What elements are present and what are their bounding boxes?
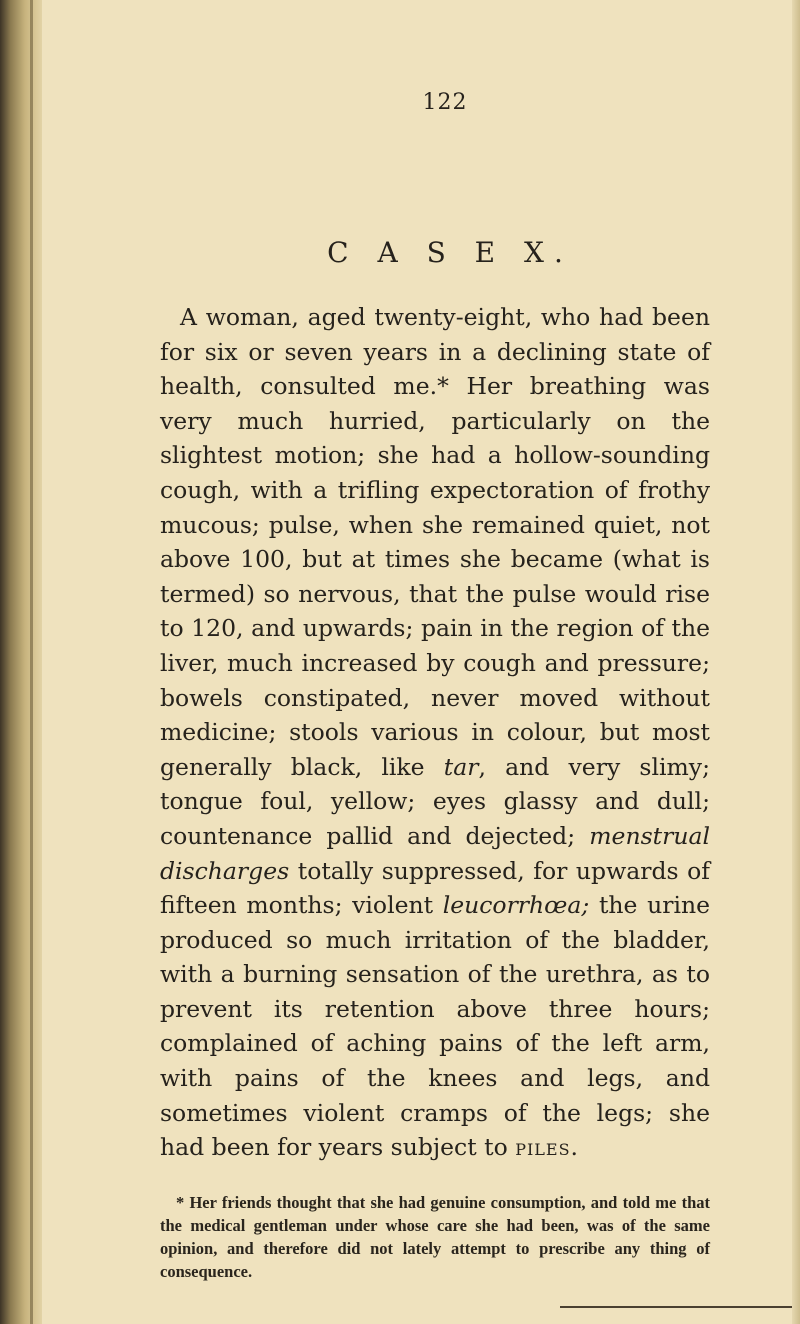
binding-edge <box>30 0 33 1324</box>
footnote <box>160 1191 710 1283</box>
book-spine-shadow <box>0 0 42 1324</box>
text-run: totally suppressed, for upwards of fifteen months; violent <box>160 856 710 920</box>
case-title: C A S E X. <box>327 236 573 269</box>
page-number: 122 <box>422 90 468 115</box>
italic-term-menstrual: menstrual discharges <box>160 821 710 885</box>
italic-term-leucorrhoea: leucorrhœa; <box>442 891 590 920</box>
text-run: the urine produced so much irritation of the bladder, with a burning sensation of the urethra, as to prevent its retention above three hours; complained of aching pains of the left arm, with pains of the knees and legs, and sometimes violent cramps of the legs; she had been for years subject to <box>160 891 710 1162</box>
page-right-edge <box>792 0 800 1324</box>
footnote-text: * Her friends thought that she had genuine consumption, and told me that the medical gentleman under whose care she had been, was of the same opinion, and therefore did not lately attempt to prescribe any thing of consequence. <box>160 1192 710 1281</box>
smallcaps-term-piles: piles. <box>515 1133 580 1162</box>
text-run: A woman, aged twenty-eight, who had been for six or seven years in a declining state of health, consulted me.* Her breathing was very much hurried, particularly on the slightest motion; she had a hollow-sounding cough, with a trifling expectoration of frothy mucous; pulse, when she remained quiet, not above 100, but at times she became (what is termed) so nervous, that the pulse would rise to 120, and upwards; pain in the region of the liver, much increased by cough and pressure; bowels constipated, never moved without medicine; stools various in colour, but most generally black, like <box>160 303 710 781</box>
case-body <box>160 300 710 1165</box>
italic-term-tar: tar <box>443 752 479 781</box>
book-page <box>160 90 710 1283</box>
text-run: , and very slimy; tongue foul, yellow; eyes glassy and dull; countenance pallid and dejected; <box>160 752 710 850</box>
case-paragraph <box>160 300 710 1165</box>
page-bottom-edge <box>560 1306 792 1308</box>
